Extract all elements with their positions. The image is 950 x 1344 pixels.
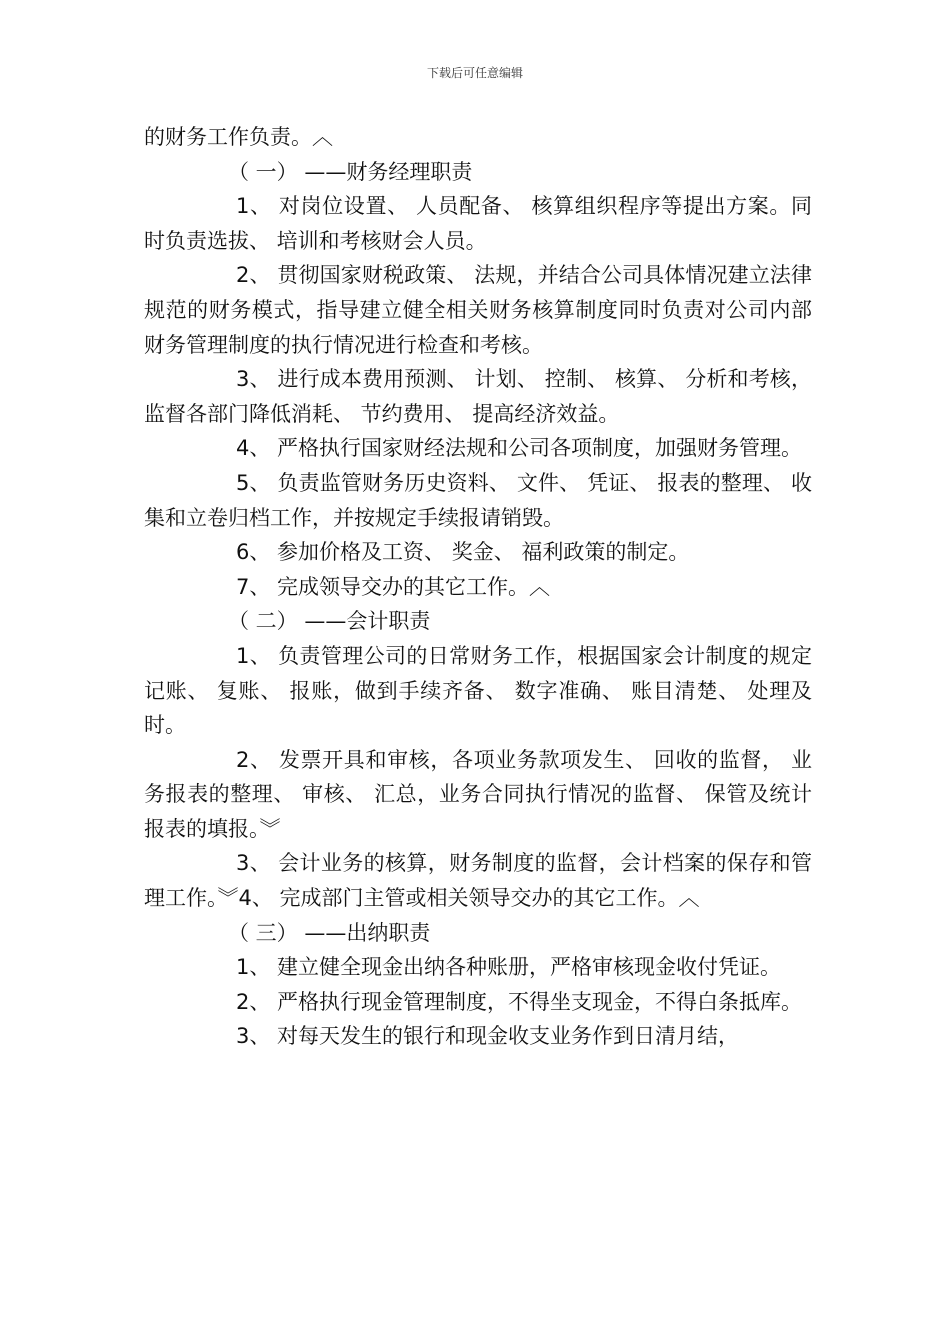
list-item: 2、 发票开具和审核，各项业务款项发生、 回收的监督， 业务报表的整理、 审核、 汇总，业务合同执行情况的监督、 保管及统计报表的填报。︾ bbox=[144, 747, 812, 841]
document-body bbox=[144, 120, 812, 1054]
list-item: 3、 会计业务的核算，财务制度的监督，会计档案的保存和管理工作。︾4、 完成部门主管或相关领导交办的其它工作。︿ bbox=[144, 851, 812, 911]
list-item: 7、 完成领导交办的其它工作。︿ bbox=[236, 574, 551, 599]
list-item: 2、 严格执行现金管理制度，不得坐支现金，不得白条抵库。 bbox=[236, 989, 803, 1014]
list-item: 5、 负责监管财务历史资料、 文件、 凭证、 报表的整理、 收集和立卷归档工作，并按规定手续报请销毁。 bbox=[144, 470, 812, 530]
paragraph-continuation: 的财务工作负责。︿ bbox=[144, 125, 333, 149]
list-item: 1、 对岗位设置、 人员配备、 核算组织程序等提出方案。同时负责选拔、 培训和考核财会人员。 bbox=[144, 194, 812, 253]
list-item: 1、 建立健全现金出纳各种账册，严格审核现金收付凭证。 bbox=[236, 955, 782, 980]
section-heading-cashier: （ 三） ——出纳职责 bbox=[228, 920, 431, 945]
list-item: 1、 负责管理公司的日常财务工作，根据国家会计制度的规定记账、 复账、 报账，做到手续齐备、 数字准确、 账目清楚、 处理及时。 bbox=[144, 643, 812, 738]
list-item: 4、 严格执行国家财经法规和公司各项制度，加强财务管理。 bbox=[236, 436, 803, 461]
section-heading-finance-manager: （ 一） ——财务经理职责 bbox=[228, 159, 473, 184]
list-item: 3、 进行成本费用预测、 计划、 控制、 核算、 分析和考核，监督各部门降低消耗、 节约费用、 提高经济效益。 bbox=[144, 367, 812, 426]
list-item: 3、 对每天发生的银行和现金收支业务作到日清月结， bbox=[236, 1024, 740, 1049]
section-heading-accountant: （ 二） ——会计职责 bbox=[228, 609, 431, 634]
list-item: 2、 贯彻国家财税政策、 法规，并结合公司具体情况建立法律规范的财务模式，指导建立健全相关财务核算制度同时负责对公司内部财务管理制度的执行情况进行检查和考核。 bbox=[144, 263, 812, 357]
page-header: 下载后可任意编辑 bbox=[426, 66, 523, 80]
list-item: 6、 参加价格及工资、 奖金、 福利政策的制定。 bbox=[236, 540, 690, 565]
